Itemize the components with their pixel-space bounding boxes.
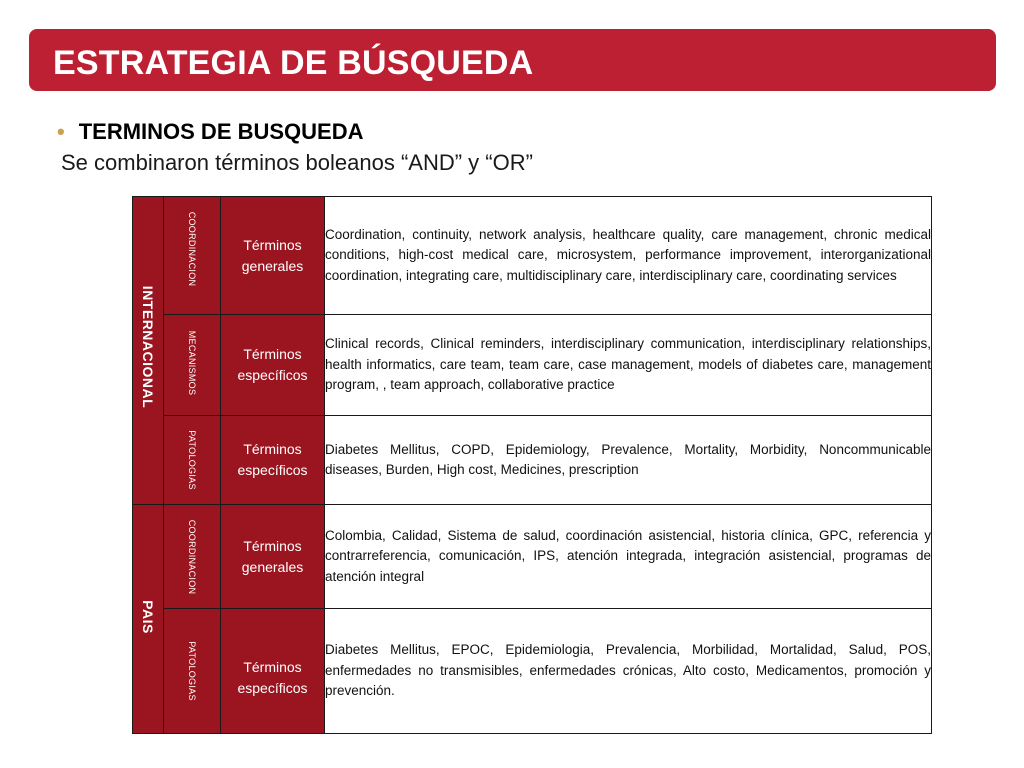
terms-cell: Diabetes Mellitus, EPOC, Epidemiologia, Prevalencia, Morbilidad, Mortalidad, Salud, POS, enfermedades no transmisibles, enfermedades crónicas, Alto costo, Medicamentos, promoción y prevención. [325,609,932,734]
table-row [133,505,932,609]
bullet-heading-text: TERMINOS DE BUSQUEDA [78,119,364,144]
bullet-heading [57,118,364,146]
terms-cell: Coordination, continuity, network analysis, healthcare quality, care management, chronic medical conditions, high-cost medical care, microsystem, performance improvement, interorganizational coordination, integrating care, multidisciplinary care, interdisciplinary care, coordinating services [325,197,932,315]
search-terms-table [132,196,932,734]
category-cell [164,609,221,734]
terms-cell: Colombia, Calidad, Sistema de salud, coordinación asistencial, historia clínica, GPC, referencia y contrarreferencia, comunicación, IPS, atención integrada, integración asistencial, programas de atención integral [325,505,932,609]
terms-cell: Diabetes Mellitus, COPD, Epidemiology, Prevalence, Mortality, Morbidity, Noncommunicable diseases, Burden, High cost, Medicines, prescription [325,416,932,505]
type-cell: Términos generales [221,505,325,609]
category-cell [164,197,221,315]
type-cell: Términos generales [221,197,325,315]
category-label: PATOLOGIAS [187,430,197,490]
region-cell-internacional [133,197,164,505]
category-cell [164,315,221,416]
category-cell [164,416,221,505]
table-row [133,609,932,734]
subtitle: Se combinaron términos boleanos “AND” y “OR” [61,150,533,175]
type-cell: Términos específicos [221,609,325,734]
region-label: PAIS [140,600,156,634]
type-cell: Términos específicos [221,416,325,505]
category-label: COORDINACION [187,211,197,287]
terms-cell: Clinical records, Clinical reminders, interdisciplinary communication, interdisciplinary relationships, health informatics, care team, team care, case management, models of diabetes care, management program, , team approach, collaborative practice [325,315,932,416]
region-cell-pais [133,505,164,734]
region-label: INTERNACIONAL [140,285,156,409]
type-cell: Términos específicos [221,315,325,416]
category-cell [164,505,221,609]
bullet-icon: • [57,119,65,144]
slide-title: ESTRATEGIA DE BÚSQUEDA [53,44,534,82]
category-label: PATOLOGIAS [187,641,197,701]
table-row [133,416,932,505]
table-row [133,197,932,315]
category-label: MECANISMOS [187,330,197,396]
table-row [133,315,932,416]
category-label: COORDINACION [187,519,197,595]
